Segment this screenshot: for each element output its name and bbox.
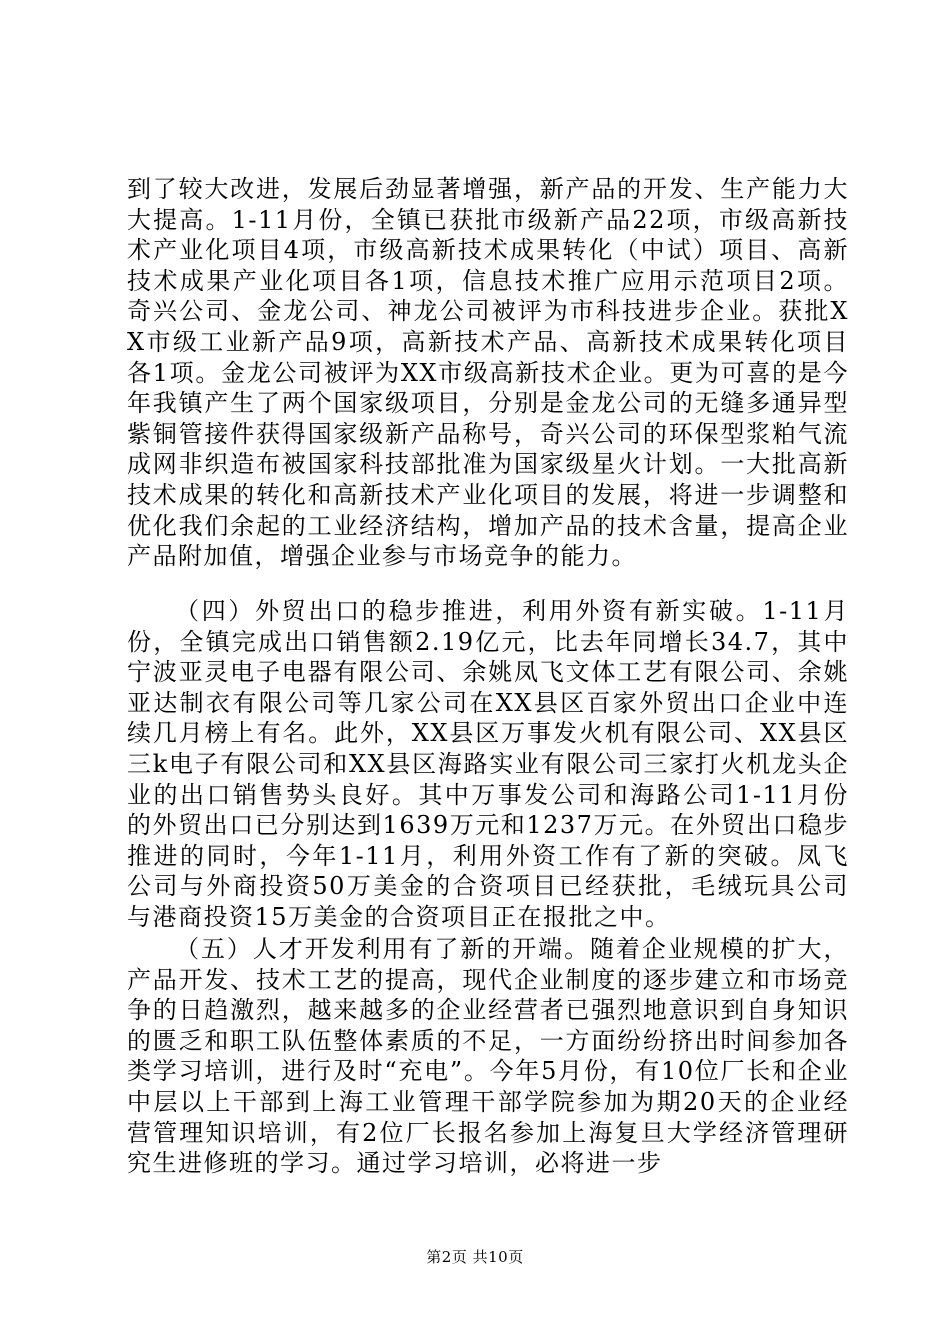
body-paragraph-continuation: 到了较大改进，发展后劲显著增强，新产品的开发、生产能力大大提高。1-11月份，全镇已获批市级新产品22项，市级高新技术产业化项目4项，市级高新技术成果转化（中试）项目、高新技术成果产业化项目各1项，信息技术推广应用示范项目2项。奇兴公司、金龙公司、神龙公司被评为市科技进步企业。获批XX市级工业新产品9项，高新技术产品、高新技术成果转化项目各1项。金龙公司被评为XX市级高新技术企业。更为可喜的是今年我镇产生了两个国家级项目，分别是金龙公司的无缝多通异型紫铜管接件获得国家级新产品称号，奇兴公司的环保型浆粕气流成网非织造布被国家科技部批准为国家级星火计划。一大批高新技术成果的转化和高新技术产业化项目的发展，将进一步调整和优化我们余起的工业经济结构，增加产品的技术含量，提高企业产品附加值，增强企业参与市场竞争的能力。: [127, 175, 849, 571]
body-paragraph-foreign-trade: （四）外贸出口的稳步推进，利用外资有新实破。1-11月份，全镇完成出口销售额2.19亿元，比去年同增长34.7，其中宁波亚灵电子电器有限公司、余姚凤飞文体工艺有限公司、余姚亚达制衣有限公司等几家公司在XX县区百家外贸出口企业中连续几月榜上有名。此外，XX县区万事发火机有限公司、XX县区三k电子有限公司和XX县区海路实业有限公司三家打火机龙头企业的出口销售势头良好。其中万事发公司和海路公司1-11月份的外贸出口已分别达到1639万元和1237万元。在外贸出口稳步推进的同时，今年1-11月，利用外资工作有了新的突破。凤飞公司与外商投资50万美金的合资项目已经获批，毛绒玩具公司与港商投资15万美金的合资项目正在报批之中。: [127, 597, 849, 931]
page-footer: 第2页 共10页: [426, 1248, 524, 1266]
body-paragraph-talent-development: （五）人才开发利用有了新的开端。随着企业规模的扩大，产品开发、技术工艺的提高，现代企业制度的逐步建立和市场竞争的日趋激烈，越来越多的企业经营者已强烈地意识到自身知识的匮乏和职工队伍整体素质的不足，一方面纷纷挤出时间参加各类学习培训，进行及时“充电”。今年5月份，有10位厂长和企业中层以上干部到上海工业管理干部学院参加为期20天的企业经营管理知识培训，有2位厂长报名参加上海复旦大学经济管理研究生进修班的学习。通过学习培训，必将进一步: [127, 935, 849, 1178]
